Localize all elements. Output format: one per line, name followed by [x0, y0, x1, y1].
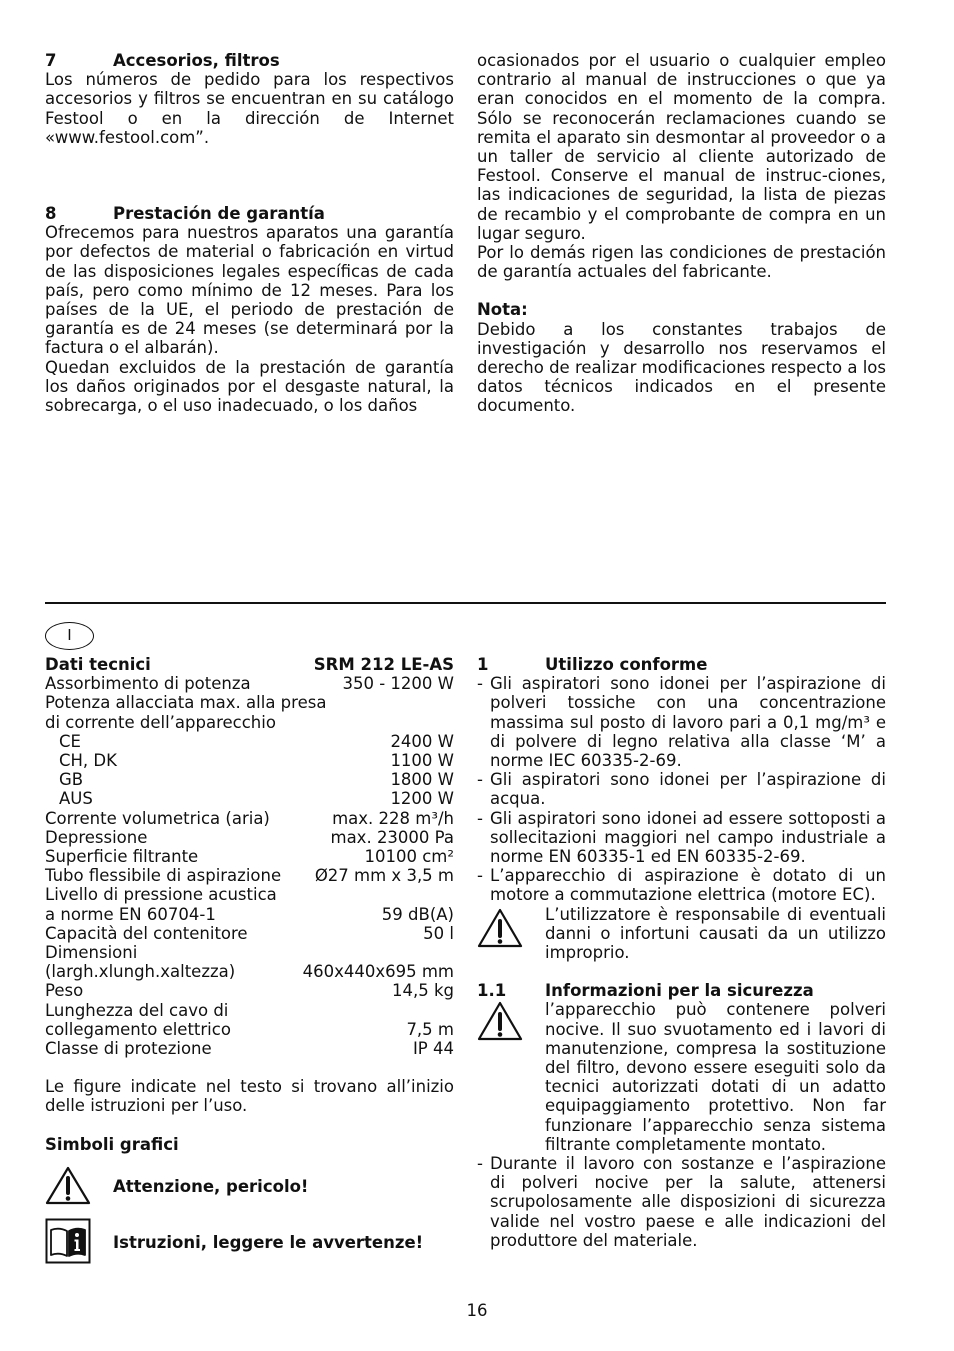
spec-value: 460x440x695 mm — [302, 962, 454, 982]
section-7-body: Los números de pedido para los respectivos accesorios y filtros se encuentran en su catálogo Festool o en la dirección de Internet «www.festool.com”. — [45, 70, 454, 147]
spec-value: 50 l — [423, 923, 454, 943]
spec-label: Peso — [45, 981, 84, 1001]
warning-triangle-icon — [477, 905, 545, 963]
spec-label: Corrente volumetrica (aria) — [45, 808, 270, 828]
spec-row-capacity — [45, 924, 454, 943]
spec-socket-line-2: di corrente dell’apparecchio — [45, 712, 276, 732]
section-title: Utilizzo conforme — [545, 655, 708, 674]
section-title: Informazioni per la sicurezza — [545, 981, 814, 1001]
page-number: 16 — [466, 1301, 488, 1320]
section-title: Accesorios, filtros — [113, 51, 280, 70]
symbol-danger-row — [45, 1167, 454, 1207]
section-title: Prestación de garantía — [113, 204, 325, 224]
spec-value: 14,5 kg — [391, 981, 454, 1001]
spec-value: Ø27 mm x 3,5 m — [314, 866, 454, 886]
list-item: - Gli aspiratori sono idonei per l’aspirazione di polveri tossiche con una concentrazione massima sul posto di lavoro pari a 0,1 mg/m³ e di polvere di legno relativa alla classe ‘M’ a norme IEC 60335-2-69. — [477, 674, 886, 771]
section-heading-1-1 — [477, 981, 886, 1000]
figures-note: Le figure indicate nel testo si trovano all’inizio delle istruzioni per l’uso. — [45, 1077, 454, 1116]
tech-data-header — [45, 655, 454, 674]
spec-label: CH, DK — [59, 751, 117, 771]
it-right-column — [477, 655, 886, 1250]
spec-value: max. 23000 Pa — [330, 827, 454, 847]
manual-info-icon — [45, 1218, 113, 1268]
warranty-paragraph-3: Por lo demás rigen las condiciones de prestación de garantía actuales del fabricante. — [477, 243, 886, 282]
section-divider — [45, 602, 886, 604]
warning-triangle-icon — [477, 1000, 545, 1154]
spec-row-protection — [45, 1039, 454, 1058]
spec-label: AUS — [59, 789, 93, 809]
spec-value: 1200 W — [390, 789, 454, 809]
spec-label: collegamento elettrico — [45, 1019, 231, 1039]
warning-text: L’utilizzatore è responsabile di eventuali danni o infortuni causati da un utilizzo improprio. — [545, 904, 886, 963]
it-left-column — [45, 655, 454, 1267]
spec-row-socket-ce — [45, 732, 454, 751]
symbols-title: Simboli grafici — [45, 1134, 179, 1154]
spec-socket-line-1: Potenza allacciata max. alla presa — [45, 693, 327, 713]
spec-row-socket-ch-dk — [45, 751, 454, 770]
symbol-manual-label: Istruzioni, leggere le avvertenze! — [113, 1233, 424, 1253]
list-item: - Gli aspiratori sono idonei ad essere sottoposti a sollecitazioni maggiori nel campo industriale a norme EN 60335-1 ed EN 60335-2-69. — [477, 808, 886, 867]
section-number: 7 — [45, 51, 57, 70]
spec-label: CE — [59, 731, 81, 751]
spec-cable-line-1: Lunghezza del cavo di — [45, 1000, 229, 1020]
spec-value: 7,5 m — [406, 1019, 454, 1039]
list-item: - Gli aspiratori sono idonei per l’aspirazione di acqua. — [477, 770, 886, 809]
note-body: Debido a los constantes trabajos de investigación y desarrollo nos reservamos el derecho de realizar modificaciones respecto a los datos técnicos indicados en el presente documento. — [477, 319, 886, 416]
spec-value: max. 228 m³/h — [332, 808, 454, 828]
spec-label: Depressione — [45, 827, 148, 847]
warning-block-misuse — [477, 905, 886, 963]
warranty-paragraph-2-continued: ocasionados por el usuario o cualquier empleo contrario al manual de instrucciones o que ya eran conocidos en el momento de la compra. Sólo se reconocerán reclamaciones cuando se remita el aparato sin desmontar al proveedor o a un taller de servicio al cliente autorizado de Festool. Conserve el manual de instruc-ciones, las indicaciones de seguridad, la lista de piezas de recambio y el comprobante de compra en un lugar seguro. — [477, 51, 886, 243]
warning-triangle-icon — [45, 1165, 113, 1209]
spec-label: Assorbimento di potenza — [45, 674, 251, 694]
spec-row-dimensions — [45, 962, 454, 981]
spec-row-power — [45, 674, 454, 693]
symbol-manual-row — [45, 1219, 454, 1267]
spec-label: Classe di protezione — [45, 1039, 212, 1059]
spec-label: GB — [59, 770, 84, 790]
es-right-column — [477, 51, 886, 416]
tech-data-title: Dati tecnici — [45, 655, 151, 674]
language-badge: I — [45, 622, 94, 650]
spec-value: 1100 W — [390, 751, 454, 771]
warranty-paragraph-1: Ofrecemos para nuestros aparatos una garantía por defectos de material o fabricación en virtud de las disposiciones legales específicas de cada país, pero como mínimo de 12 meses. Para los países de la UE, el periodo de prestación de garantía es de 24 meses (se determinará por la factura o el albarán). — [45, 223, 454, 358]
spec-row-hose — [45, 866, 454, 885]
section-heading-8 — [45, 204, 454, 223]
spec-value: 10100 cm² — [364, 847, 454, 867]
list-item: - L’apparecchio di aspirazione è dotato di un motore a commutazione elettrica (motore EC). — [477, 866, 886, 905]
spec-row-weight — [45, 981, 454, 1000]
spec-value: 1800 W — [390, 770, 454, 790]
spec-row-airflow — [45, 809, 454, 828]
spec-row-cable — [45, 1020, 454, 1039]
list-item: - Durante il lavoro con sostanze e l’aspirazione di polveri nocive per la salute, attenersi scrupolosamente alle disposizioni di sicurezza valide nel vostro paese e alle indicazioni del produttore del materiale. — [477, 1154, 886, 1250]
spec-label: Superficie filtrante — [45, 847, 199, 867]
spec-dims-line-1: Dimensioni — [45, 943, 138, 963]
spec-row-vacuum — [45, 828, 454, 847]
spec-label: (largh.xlungh.xaltezza) — [45, 962, 236, 982]
spec-label: Tubo flessibile di aspirazione — [45, 866, 282, 886]
symbol-danger-label: Attenzione, pericolo! — [113, 1177, 309, 1197]
spec-row-noise — [45, 905, 454, 924]
spec-value: 2400 W — [390, 731, 454, 751]
section-number: 1 — [477, 655, 489, 674]
section-heading-1 — [477, 655, 886, 674]
section-heading-7 — [45, 51, 454, 70]
spec-row-filter-area — [45, 847, 454, 866]
section-number: 1.1 — [477, 981, 507, 1001]
warning-block-safety — [477, 1000, 886, 1154]
section-number: 8 — [45, 204, 57, 224]
spec-value: 59 dB(A) — [381, 904, 454, 924]
warning-text: l’apparecchio può contenere polveri nocive. Il suo svuotamento ed i lavori di manutenzione, compresa la sostituzione del filtro, devono essere eseguiti solo da tecnici autorizzati dotati di un adatto equipaggiamento protettivo. Non far funzionare l’apparecchio senza sistema filtrante completamente montato. — [545, 1000, 886, 1154]
spec-row-socket-gb — [45, 770, 454, 789]
es-left-column — [45, 51, 454, 415]
note-title: Nota: — [477, 300, 528, 320]
warranty-paragraph-2-start: Quedan excluidos de la prestación de garantía los daños originados por el desgaste natural, la sobrecarga, o el uso inadecuado, o los daños — [45, 357, 454, 416]
spec-label: Capacità del contenitore — [45, 923, 248, 943]
spec-value: 350 - 1200 W — [342, 674, 454, 694]
spec-label: a norme EN 60704-1 — [45, 904, 216, 924]
spec-noise-line-1: Livello di pressione acustica — [45, 885, 277, 905]
spec-row-socket-aus — [45, 789, 454, 808]
spec-value: IP 44 — [412, 1039, 454, 1059]
model-name: SRM 212 LE-AS — [313, 655, 454, 674]
